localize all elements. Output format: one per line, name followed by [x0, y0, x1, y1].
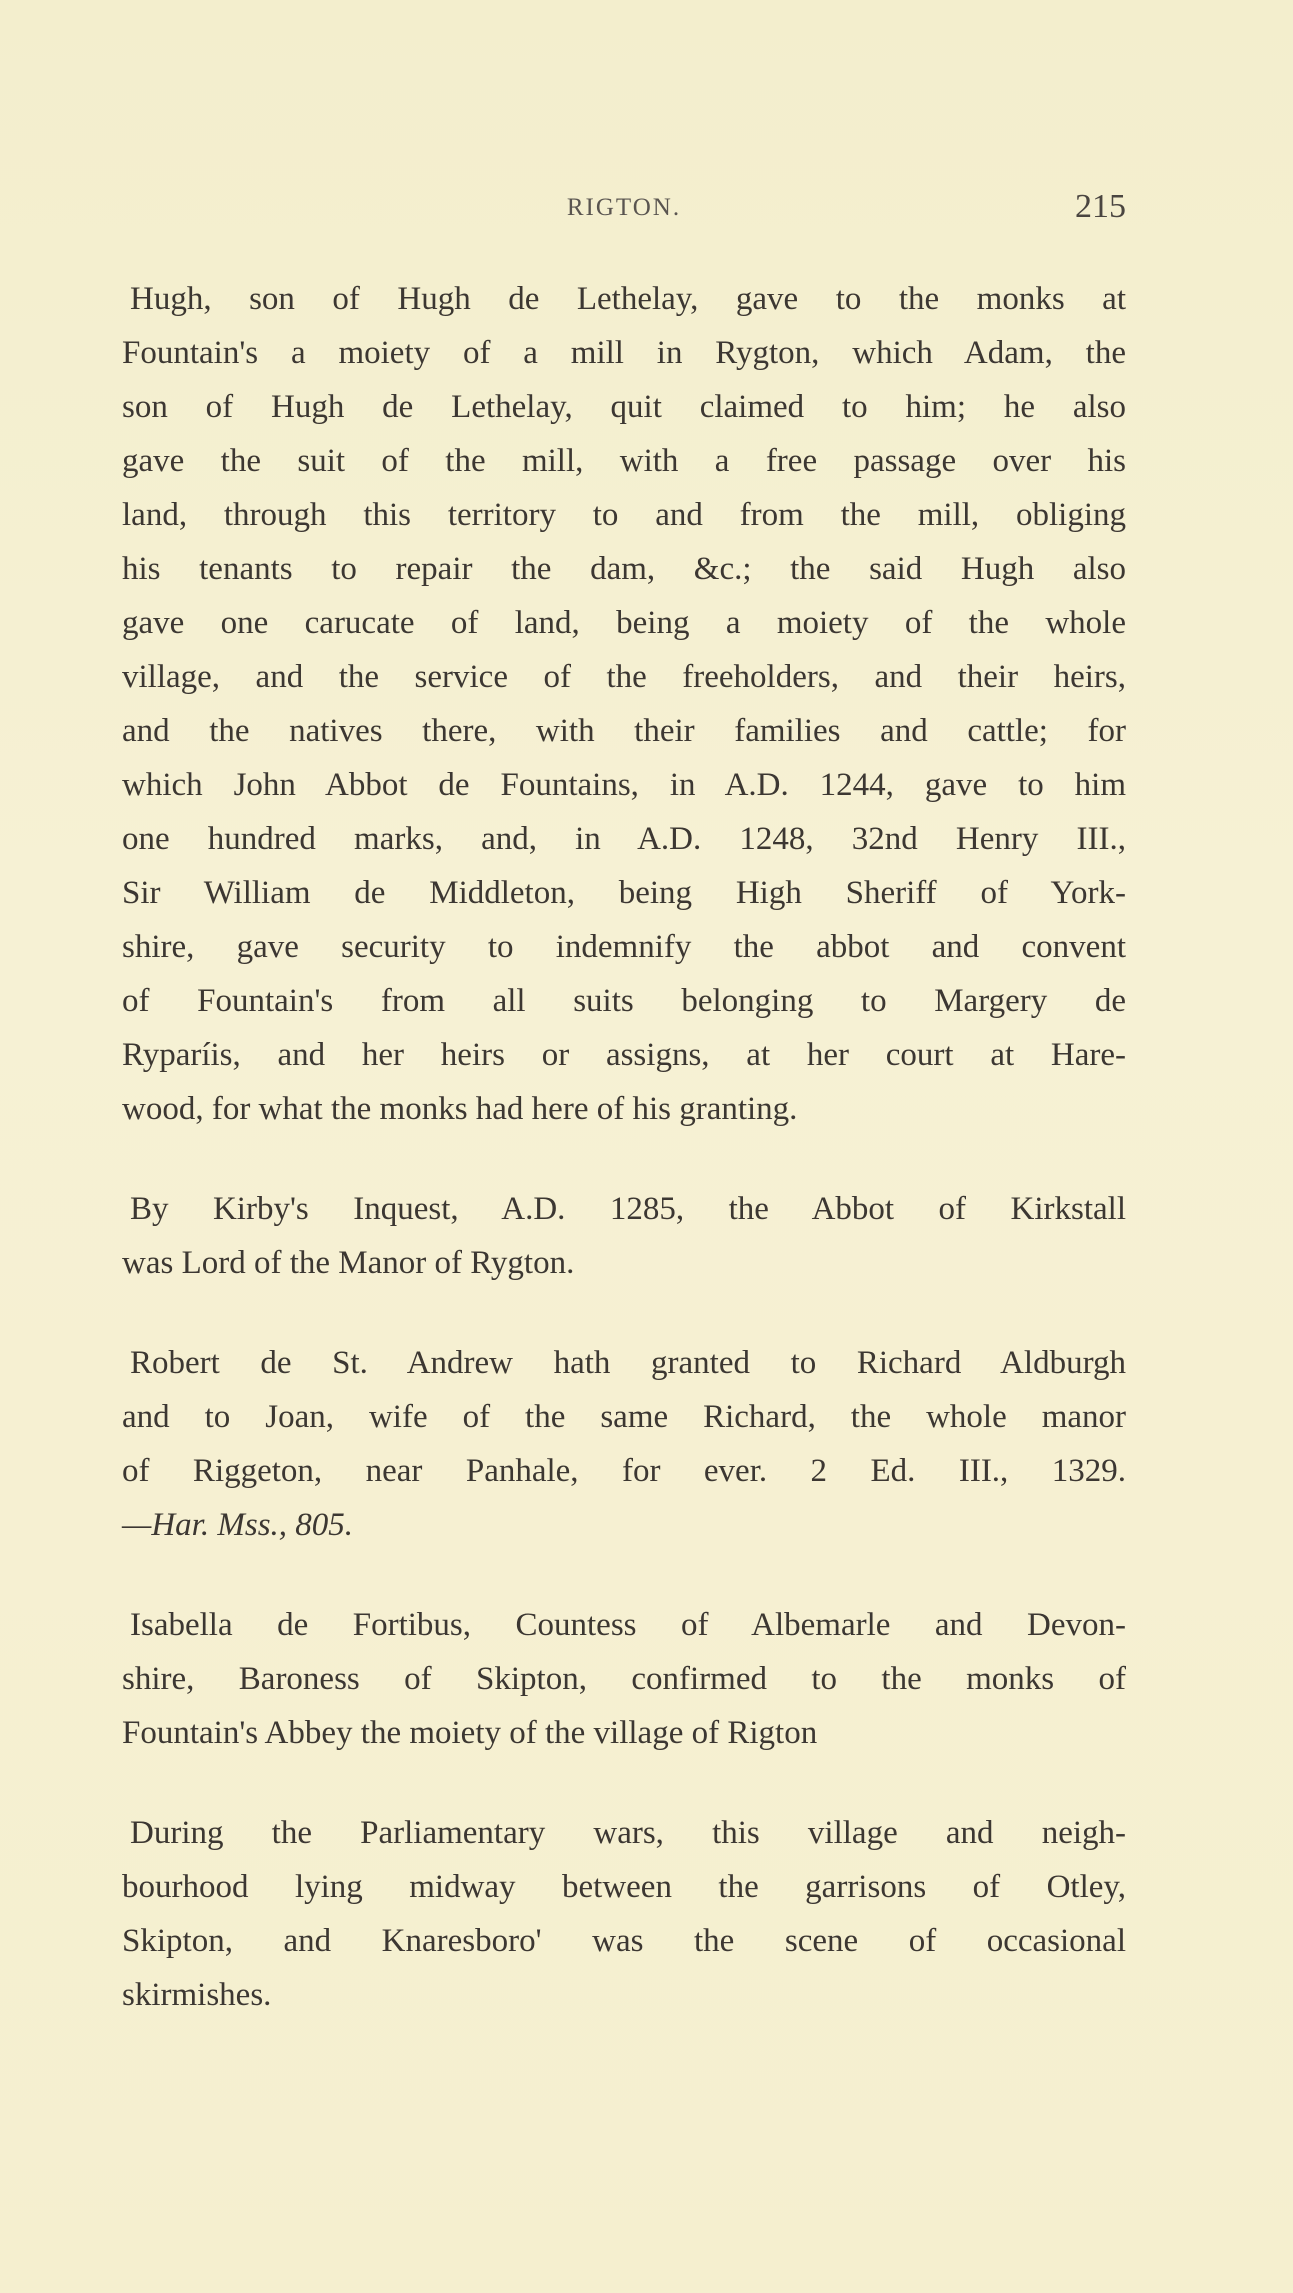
text-line: Skipton, and Knaresboro' was the scene of occasional [122, 1923, 1126, 1959]
text-line: Sir William de Middleton, being High Sheriff of York- [122, 875, 1126, 911]
text-line: bourhood lying midway between the garrisons of Otley, [122, 1869, 1126, 1905]
paragraph [122, 1182, 1126, 1290]
text-line: of Fountain's from all suits belonging to Margery de [122, 983, 1126, 1019]
text-line: and the natives there, with their families and cattle; for [122, 713, 1126, 749]
text-line: village, and the service of the freeholders, and their heirs, [122, 659, 1126, 695]
text-line: and to Joan, wife of the same Richard, the whole manor [122, 1399, 1126, 1435]
text-line: gave one carucate of land, being a moiety of the whole [122, 605, 1126, 641]
paragraph-gap [122, 1290, 1126, 1336]
text-line: which John Abbot de Fountains, in A.D. 1244, gave to him [122, 767, 1126, 803]
citation-line: —Har. Mss., 805. [122, 1507, 354, 1543]
page-number: 215 [1075, 188, 1126, 225]
text-line: his tenants to repair the dam, &c.; the said Hugh also [122, 551, 1126, 587]
text-line: Ryparíis, and her heirs or assigns, at her court at Hare- [122, 1037, 1126, 1073]
paragraph [122, 1336, 1126, 1552]
body-text [122, 272, 1126, 2022]
paragraph-gap [122, 1136, 1126, 1182]
paragraph [122, 272, 1126, 1136]
text-line: shire, Baroness of Skipton, confirmed to the monks of [122, 1661, 1126, 1697]
text-line: By Kirby's Inquest, A.D. 1285, the Abbot of Kirkstall [130, 1191, 1126, 1227]
page-header-title: RIGTON. [566, 194, 682, 221]
text-line: Hugh, son of Hugh de Lethelay, gave to the monks at [130, 281, 1126, 317]
text-line: land, through this territory to and from the mill, obliging [122, 497, 1126, 533]
text-line: During the Parliamentary wars, this village and neigh- [130, 1815, 1126, 1851]
text-line: shire, gave security to indemnify the abbot and convent [122, 929, 1126, 965]
text-line: Fountain's a moiety of a mill in Rygton, which Adam, the [122, 335, 1126, 371]
paragraph-gap [122, 1552, 1126, 1598]
text-line: Robert de St. Andrew hath granted to Richard Aldburgh [130, 1345, 1126, 1381]
paragraph [122, 1598, 1126, 1760]
text-line: son of Hugh de Lethelay, quit claimed to him; he also [122, 389, 1126, 425]
running-head [122, 188, 1126, 228]
text-line: skirmishes. [122, 1977, 272, 2013]
text-line: gave the suit of the mill, with a free passage over his [122, 443, 1126, 479]
text-line: was Lord of the Manor of Rygton. [122, 1245, 575, 1281]
text-line: of Riggeton, near Panhale, for ever. 2 Ed. III., 1329. [122, 1453, 1126, 1489]
text-line: Fountain's Abbey the moiety of the village of Rigton [122, 1715, 818, 1751]
paragraph-gap [122, 1760, 1126, 1806]
text-line: Isabella de Fortibus, Countess of Albemarle and Devon- [130, 1607, 1126, 1643]
text-line: one hundred marks, and, in A.D. 1248, 32nd Henry III., [122, 821, 1126, 857]
text-line: wood, for what the monks had here of his granting. [122, 1091, 798, 1127]
paragraph [122, 1806, 1126, 2022]
